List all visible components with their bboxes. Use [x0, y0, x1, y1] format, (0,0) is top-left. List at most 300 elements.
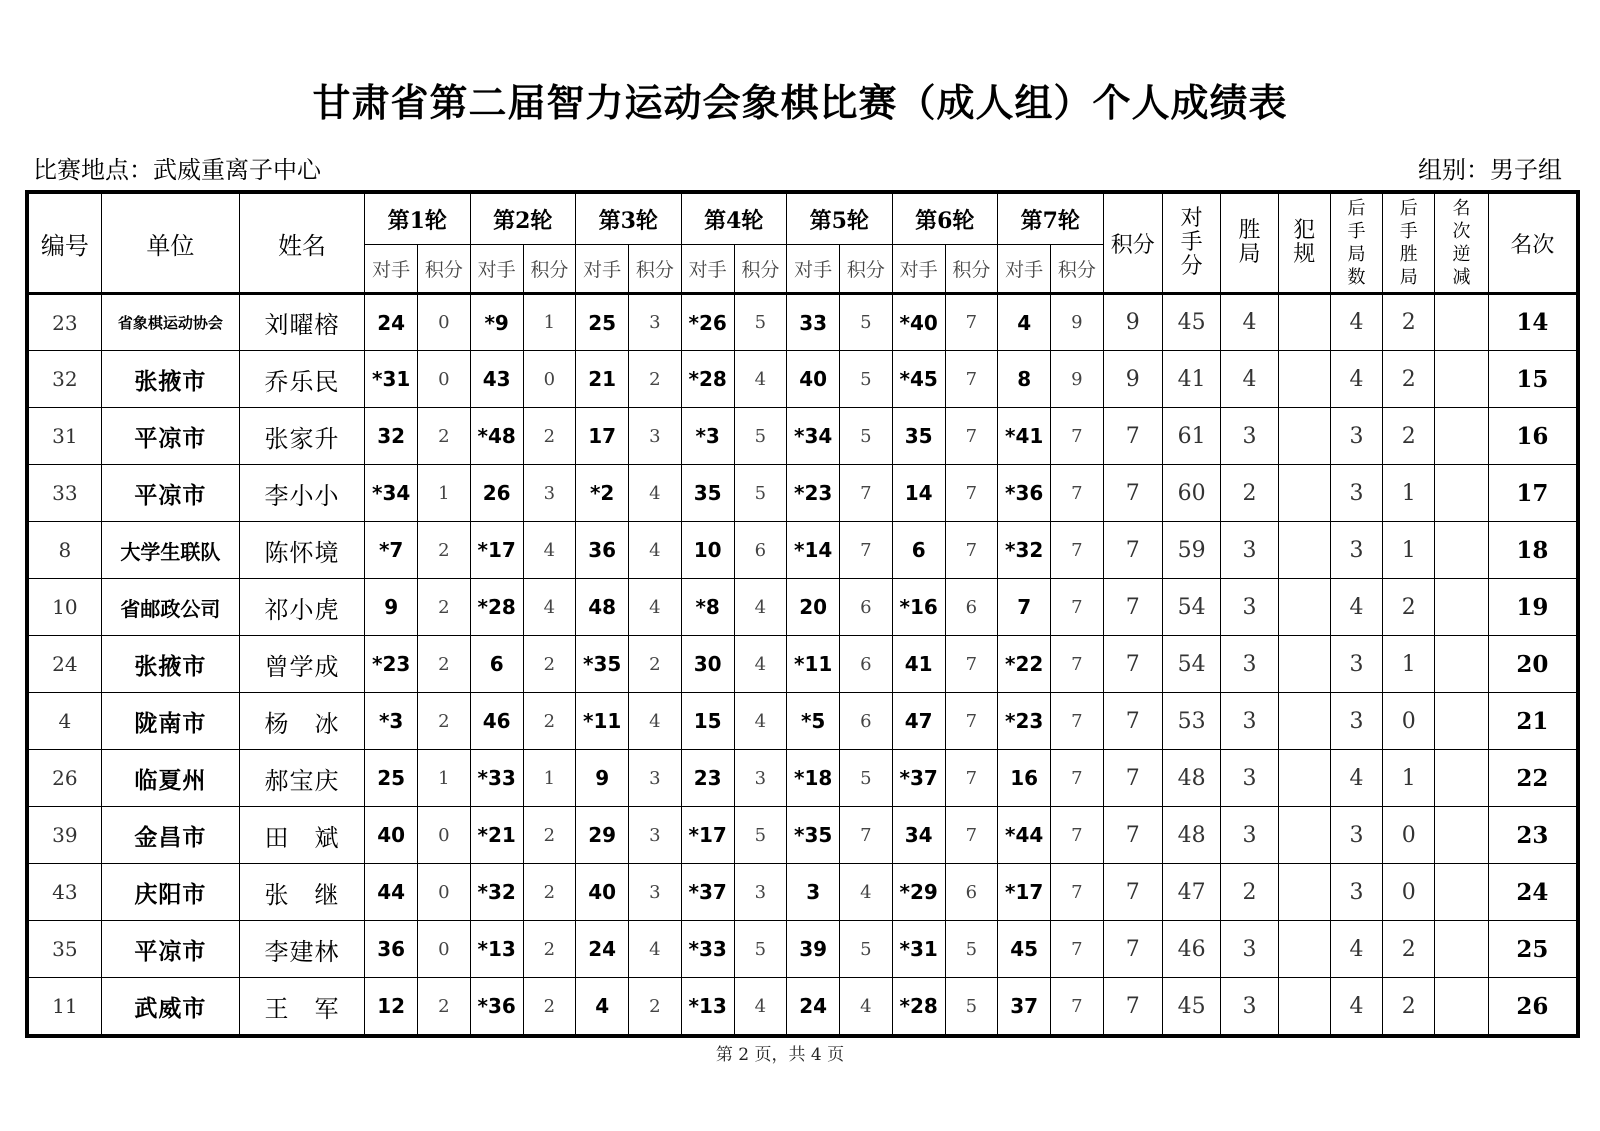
round-1-opponent: 44: [365, 864, 418, 921]
round-4-points: 5: [734, 921, 786, 978]
fouls: [1278, 465, 1330, 522]
second-wins: 2: [1383, 978, 1435, 1035]
second-wins: 2: [1383, 408, 1435, 465]
round-4-opponent: 35: [681, 465, 734, 522]
fouls: [1278, 978, 1330, 1035]
player-name: 王 军: [240, 978, 365, 1035]
opponent-score: 47: [1162, 864, 1220, 921]
total-points: 7: [1103, 921, 1162, 978]
player-unit: 陇南市: [101, 693, 239, 750]
rank-diff: [1435, 693, 1488, 750]
round-4-opponent: *28: [681, 351, 734, 408]
round-3-points: 3: [629, 864, 681, 921]
header-round-5: 第5轮: [787, 194, 893, 245]
round-1-points: 0: [418, 351, 470, 408]
round-6-points: 6: [945, 864, 997, 921]
round-4-opponent: 10: [681, 522, 734, 579]
group-label: 组别：男子组: [1418, 156, 1562, 184]
round-4-opponent: *13: [681, 978, 734, 1035]
player-no: 4: [29, 693, 102, 750]
total-points: 7: [1103, 408, 1162, 465]
round-6-opponent: 14: [892, 465, 945, 522]
round-3-opponent: 24: [576, 921, 629, 978]
player-name: 张家升: [240, 408, 365, 465]
round-1-opponent: 36: [365, 921, 418, 978]
header-opp-score-text: 对手分: [1180, 206, 1203, 279]
header-round-2: 第2轮: [470, 194, 576, 245]
subheader-points-r2: 积分: [523, 245, 575, 294]
round-6-opponent: *16: [892, 579, 945, 636]
round-7-points: 7: [1051, 693, 1103, 750]
header-no: 编号: [29, 194, 102, 294]
wins: 3: [1221, 807, 1278, 864]
round-3-opponent: *2: [576, 465, 629, 522]
round-5-points: 4: [840, 978, 892, 1035]
header-second-wins: [1383, 194, 1435, 294]
round-6-opponent: *29: [892, 864, 945, 921]
subheader-opponent-r3: 对手: [576, 245, 629, 294]
round-5-opponent: 24: [787, 978, 840, 1035]
rank: 16: [1488, 408, 1576, 465]
round-2-points: 2: [523, 693, 575, 750]
subheader-points-r4: 积分: [734, 245, 786, 294]
round-5-opponent: 3: [787, 864, 840, 921]
player-no: 35: [29, 921, 102, 978]
round-6-opponent: 6: [892, 522, 945, 579]
table-row: [29, 351, 1577, 408]
round-2-opponent: 6: [470, 636, 523, 693]
round-6-opponent: *28: [892, 978, 945, 1035]
round-6-points: 7: [945, 465, 997, 522]
table-row: [29, 522, 1577, 579]
opponent-score: 54: [1162, 579, 1220, 636]
round-2-opponent: 46: [470, 693, 523, 750]
wins: 3: [1221, 693, 1278, 750]
rank: 19: [1488, 579, 1576, 636]
round-4-points: 4: [734, 693, 786, 750]
round-5-opponent: *11: [787, 636, 840, 693]
round-5-opponent: *35: [787, 807, 840, 864]
player-no: 23: [29, 294, 102, 351]
round-7-opponent: 37: [998, 978, 1051, 1035]
rank-diff: [1435, 978, 1488, 1035]
second-games: 4: [1330, 978, 1382, 1035]
player-no: 33: [29, 465, 102, 522]
round-6-points: 7: [945, 693, 997, 750]
round-5-opponent: 20: [787, 579, 840, 636]
header-round-6: 第6轮: [892, 194, 998, 245]
round-4-points: 5: [734, 408, 786, 465]
round-5-points: 7: [840, 807, 892, 864]
rank-diff: [1435, 351, 1488, 408]
round-2-opponent: *9: [470, 294, 523, 351]
round-2-points: 2: [523, 807, 575, 864]
round-3-points: 3: [629, 807, 681, 864]
player-no: 31: [29, 408, 102, 465]
player-unit: 省象棋运动协会: [101, 294, 239, 351]
round-7-points: 7: [1051, 579, 1103, 636]
round-7-points: 7: [1051, 978, 1103, 1035]
round-6-points: 7: [945, 750, 997, 807]
wins: 3: [1221, 579, 1278, 636]
header-wins-text: 胜局: [1238, 218, 1261, 267]
round-4-points: 4: [734, 978, 786, 1035]
round-1-points: 1: [418, 465, 470, 522]
round-1-points: 2: [418, 579, 470, 636]
fouls: [1278, 864, 1330, 921]
table-row: [29, 636, 1577, 693]
round-4-opponent: *33: [681, 921, 734, 978]
second-wins: 1: [1383, 522, 1435, 579]
round-3-points: 2: [629, 636, 681, 693]
opponent-score: 41: [1162, 351, 1220, 408]
round-6-points: 7: [945, 351, 997, 408]
round-7-opponent: 16: [998, 750, 1051, 807]
round-4-opponent: *17: [681, 807, 734, 864]
header-fouls-text: 犯规: [1293, 218, 1316, 267]
round-4-opponent: *3: [681, 408, 734, 465]
round-7-opponent: 7: [998, 579, 1051, 636]
fouls: [1278, 522, 1330, 579]
round-6-opponent: *40: [892, 294, 945, 351]
player-no: 43: [29, 864, 102, 921]
round-1-points: 1: [418, 750, 470, 807]
player-unit: 金昌市: [101, 807, 239, 864]
wins: 3: [1221, 408, 1278, 465]
round-3-opponent: 17: [576, 408, 629, 465]
opponent-score: 46: [1162, 921, 1220, 978]
fouls: [1278, 636, 1330, 693]
round-5-opponent: 33: [787, 294, 840, 351]
player-name: 李建林: [240, 921, 365, 978]
round-5-opponent: *14: [787, 522, 840, 579]
player-name: 杨 冰: [240, 693, 365, 750]
rank: 14: [1488, 294, 1576, 351]
rank: 25: [1488, 921, 1576, 978]
table-row: [29, 579, 1577, 636]
round-3-opponent: 4: [576, 978, 629, 1035]
round-5-opponent: *5: [787, 693, 840, 750]
round-2-points: 2: [523, 864, 575, 921]
round-2-opponent: *17: [470, 522, 523, 579]
round-2-points: 4: [523, 522, 575, 579]
table-row: [29, 807, 1577, 864]
round-5-points: 6: [840, 579, 892, 636]
total-points: 7: [1103, 693, 1162, 750]
rank: 18: [1488, 522, 1576, 579]
round-6-points: 7: [945, 294, 997, 351]
second-games: 3: [1330, 636, 1382, 693]
round-1-opponent: *3: [365, 693, 418, 750]
player-unit: 张掖市: [101, 636, 239, 693]
subheader-points-r1: 积分: [418, 245, 470, 294]
header-unit: 单位: [101, 194, 239, 294]
wins: 3: [1221, 921, 1278, 978]
round-6-points: 5: [945, 978, 997, 1035]
total-points: 7: [1103, 807, 1162, 864]
round-4-opponent: 30: [681, 636, 734, 693]
round-7-opponent: *32: [998, 522, 1051, 579]
second-wins: 1: [1383, 465, 1435, 522]
player-name: 李小小: [240, 465, 365, 522]
round-3-opponent: 25: [576, 294, 629, 351]
round-5-points: 5: [840, 294, 892, 351]
player-name: 刘曜榕: [240, 294, 365, 351]
wins: 2: [1221, 864, 1278, 921]
header-opp-score: [1162, 194, 1220, 294]
table-row: [29, 408, 1577, 465]
round-4-points: 4: [734, 636, 786, 693]
round-6-opponent: 35: [892, 408, 945, 465]
round-6-opponent: 41: [892, 636, 945, 693]
subheader-points-r3: 积分: [629, 245, 681, 294]
round-2-points: 2: [523, 636, 575, 693]
fouls: [1278, 294, 1330, 351]
player-no: 8: [29, 522, 102, 579]
round-6-opponent: *45: [892, 351, 945, 408]
player-no: 11: [29, 978, 102, 1035]
table-row: [29, 864, 1577, 921]
wins: 3: [1221, 978, 1278, 1035]
player-unit: 武威市: [101, 978, 239, 1035]
rank-diff: [1435, 864, 1488, 921]
fouls: [1278, 579, 1330, 636]
round-7-opponent: *41: [998, 408, 1051, 465]
round-2-points: 2: [523, 408, 575, 465]
player-name: 祁小虎: [240, 579, 365, 636]
round-1-opponent: 32: [365, 408, 418, 465]
round-3-points: 2: [629, 351, 681, 408]
round-5-opponent: 40: [787, 351, 840, 408]
round-4-points: 5: [734, 807, 786, 864]
round-2-points: 2: [523, 978, 575, 1035]
player-name: 曾学成: [240, 636, 365, 693]
header-total: 积分: [1103, 194, 1162, 294]
round-5-points: 7: [840, 465, 892, 522]
rank-diff: [1435, 636, 1488, 693]
total-points: 9: [1103, 351, 1162, 408]
table-row: [29, 693, 1577, 750]
round-7-opponent: 8: [998, 351, 1051, 408]
round-6-points: 7: [945, 408, 997, 465]
round-2-points: 1: [523, 294, 575, 351]
round-1-points: 0: [418, 921, 470, 978]
round-5-points: 5: [840, 750, 892, 807]
player-no: 10: [29, 579, 102, 636]
round-3-opponent: *35: [576, 636, 629, 693]
round-1-opponent: 9: [365, 579, 418, 636]
table-row: [29, 750, 1577, 807]
second-wins: 2: [1383, 294, 1435, 351]
wins: 3: [1221, 636, 1278, 693]
round-6-points: 7: [945, 522, 997, 579]
venue-label: 比赛地点：武威重离子中心: [33, 156, 321, 184]
total-points: 7: [1103, 579, 1162, 636]
round-3-points: 4: [629, 522, 681, 579]
round-1-opponent: 12: [365, 978, 418, 1035]
round-4-points: 3: [734, 750, 786, 807]
results-table: [28, 193, 1577, 1035]
round-7-points: 9: [1051, 351, 1103, 408]
round-1-opponent: 40: [365, 807, 418, 864]
round-2-points: 2: [523, 921, 575, 978]
table-row: [29, 294, 1577, 351]
round-1-opponent: *7: [365, 522, 418, 579]
header-name: 姓名: [240, 194, 365, 294]
rank-diff: [1435, 408, 1488, 465]
round-7-opponent: *44: [998, 807, 1051, 864]
opponent-score: 53: [1162, 693, 1220, 750]
header-rank-diff: [1435, 194, 1488, 294]
player-name: 郝宝庆: [240, 750, 365, 807]
rank: 15: [1488, 351, 1576, 408]
second-games: 4: [1330, 750, 1382, 807]
rank-diff: [1435, 807, 1488, 864]
round-2-points: 0: [523, 351, 575, 408]
round-6-points: 6: [945, 579, 997, 636]
header-fouls: [1278, 194, 1330, 294]
round-2-points: 4: [523, 579, 575, 636]
round-2-opponent: *32: [470, 864, 523, 921]
rank: 17: [1488, 465, 1576, 522]
round-1-points: 2: [418, 636, 470, 693]
round-7-opponent: *23: [998, 693, 1051, 750]
round-3-points: 4: [629, 579, 681, 636]
round-7-opponent: *22: [998, 636, 1051, 693]
round-4-points: 6: [734, 522, 786, 579]
second-games: 4: [1330, 351, 1382, 408]
player-no: 32: [29, 351, 102, 408]
round-5-points: 5: [840, 408, 892, 465]
header-second-wins-text: 后手胜局: [1399, 198, 1418, 288]
round-7-points: 7: [1051, 636, 1103, 693]
second-games: 3: [1330, 408, 1382, 465]
player-no: 39: [29, 807, 102, 864]
total-points: 7: [1103, 465, 1162, 522]
header-round-1: 第1轮: [365, 194, 471, 245]
round-1-points: 0: [418, 807, 470, 864]
wins: 4: [1221, 294, 1278, 351]
opponent-score: 48: [1162, 807, 1220, 864]
round-6-points: 5: [945, 921, 997, 978]
rank: 23: [1488, 807, 1576, 864]
player-name: 张 继: [240, 864, 365, 921]
second-games: 3: [1330, 465, 1382, 522]
header-second-games-text: 后手局数: [1347, 198, 1366, 288]
round-1-opponent: *34: [365, 465, 418, 522]
rank-diff: [1435, 579, 1488, 636]
rank-diff: [1435, 522, 1488, 579]
round-3-opponent: *11: [576, 693, 629, 750]
round-4-points: 5: [734, 294, 786, 351]
second-games: 3: [1330, 864, 1382, 921]
rank-diff: [1435, 465, 1488, 522]
round-1-points: 2: [418, 978, 470, 1035]
header-round-3: 第3轮: [576, 194, 682, 245]
second-wins: 0: [1383, 807, 1435, 864]
round-2-opponent: *13: [470, 921, 523, 978]
round-1-opponent: *31: [365, 351, 418, 408]
rank-diff: [1435, 294, 1488, 351]
second-wins: 1: [1383, 750, 1435, 807]
second-games: 3: [1330, 693, 1382, 750]
round-4-opponent: *8: [681, 579, 734, 636]
opponent-score: 59: [1162, 522, 1220, 579]
round-5-points: 7: [840, 522, 892, 579]
round-6-opponent: *31: [892, 921, 945, 978]
round-2-opponent: *48: [470, 408, 523, 465]
round-4-opponent: 23: [681, 750, 734, 807]
subheader-opponent-r2: 对手: [470, 245, 523, 294]
player-no: 24: [29, 636, 102, 693]
round-1-points: 2: [418, 693, 470, 750]
player-unit: 省邮政公司: [101, 579, 239, 636]
second-wins: 2: [1383, 351, 1435, 408]
table-header: [29, 194, 1577, 294]
round-4-opponent: *37: [681, 864, 734, 921]
opponent-score: 45: [1162, 978, 1220, 1035]
page-footer: 第 2 页，共 4 页: [715, 1045, 845, 1065]
round-7-points: 7: [1051, 921, 1103, 978]
table-body: [29, 294, 1577, 1035]
round-7-points: 7: [1051, 408, 1103, 465]
round-5-points: 6: [840, 693, 892, 750]
round-2-opponent: *33: [470, 750, 523, 807]
fouls: [1278, 408, 1330, 465]
total-points: 7: [1103, 750, 1162, 807]
round-6-opponent: 47: [892, 693, 945, 750]
round-7-opponent: *36: [998, 465, 1051, 522]
round-1-points: 0: [418, 864, 470, 921]
rank: 22: [1488, 750, 1576, 807]
table-row: [29, 921, 1577, 978]
round-7-opponent: 45: [998, 921, 1051, 978]
rank: 26: [1488, 978, 1576, 1035]
rank: 21: [1488, 693, 1576, 750]
player-unit: 平凉市: [101, 921, 239, 978]
round-5-points: 5: [840, 921, 892, 978]
round-7-points: 7: [1051, 750, 1103, 807]
round-6-opponent: 34: [892, 807, 945, 864]
header-rank-diff-text: 名次逆减: [1452, 198, 1471, 288]
round-5-opponent: 39: [787, 921, 840, 978]
page-title: 甘肃省第二届智力运动会象棋比赛（成人组）个人成绩表: [312, 81, 1288, 125]
round-3-points: 2: [629, 978, 681, 1035]
second-games: 3: [1330, 807, 1382, 864]
player-unit: 张掖市: [101, 351, 239, 408]
round-7-points: 9: [1051, 294, 1103, 351]
round-7-points: 7: [1051, 864, 1103, 921]
second-games: 4: [1330, 294, 1382, 351]
second-games: 4: [1330, 579, 1382, 636]
second-wins: 1: [1383, 636, 1435, 693]
second-games: 3: [1330, 522, 1382, 579]
opponent-score: 61: [1162, 408, 1220, 465]
player-unit: 平凉市: [101, 465, 239, 522]
second-wins: 0: [1383, 693, 1435, 750]
round-3-opponent: 48: [576, 579, 629, 636]
opponent-score: 48: [1162, 750, 1220, 807]
header-second-games: [1330, 194, 1382, 294]
round-3-points: 4: [629, 693, 681, 750]
round-4-opponent: 15: [681, 693, 734, 750]
opponent-score: 45: [1162, 294, 1220, 351]
subheader-opponent-r6: 对手: [892, 245, 945, 294]
total-points: 9: [1103, 294, 1162, 351]
subheader-opponent-r1: 对手: [365, 245, 418, 294]
round-6-opponent: *37: [892, 750, 945, 807]
second-wins: 2: [1383, 921, 1435, 978]
